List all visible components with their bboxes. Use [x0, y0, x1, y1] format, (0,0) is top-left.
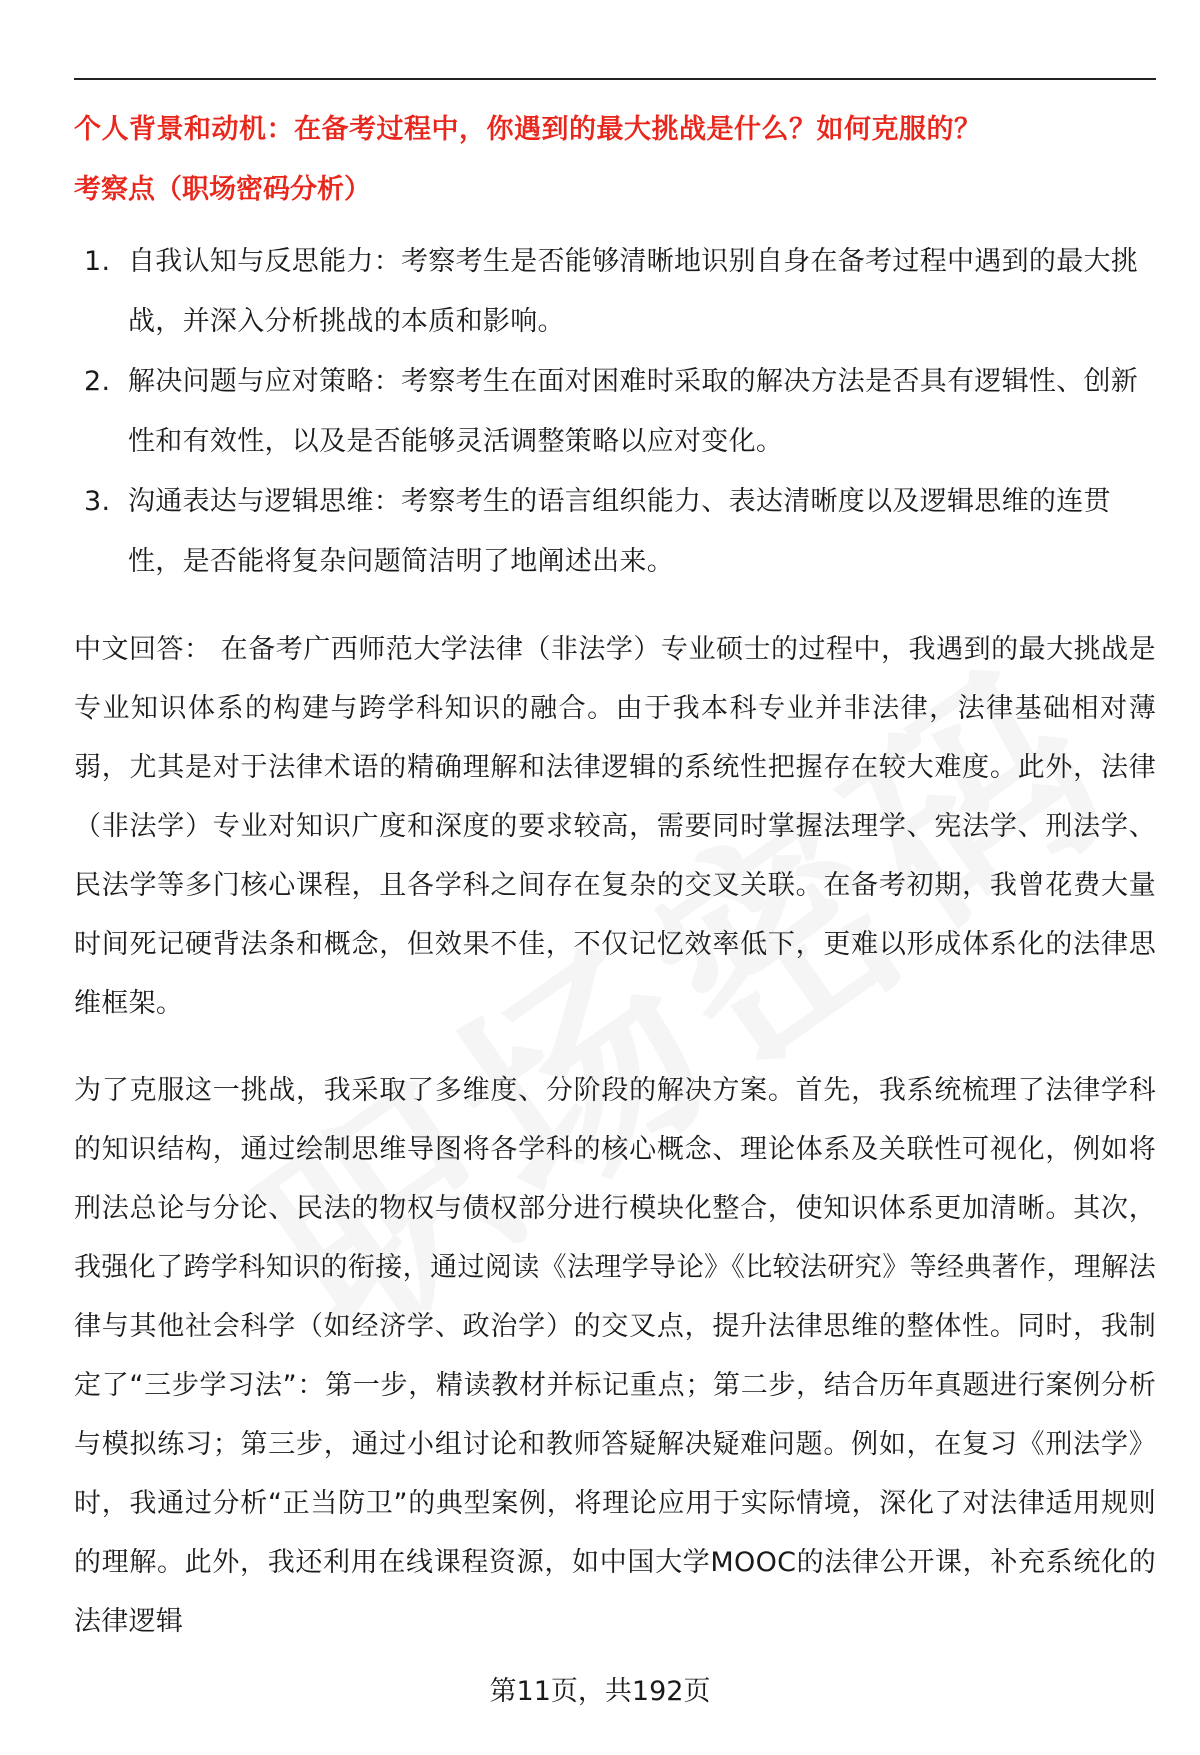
- list-item-number: 2.: [84, 366, 111, 397]
- question-heading: 个人背景和动机：在备考过程中，你遇到的最大挑战是什么？如何克服的？: [74, 114, 982, 145]
- page-number-footer: 第11页，共192页: [489, 1676, 711, 1707]
- list-item-text: 自我认知与反思能力：考察考生是否能够清晰地识别自身在备考过程中遇到的最大挑战，并深入分析挑战的本质和影响。: [128, 246, 1139, 337]
- top-divider: [74, 78, 1156, 80]
- list-item-text: 沟通表达与逻辑思维：考察考生的语言组织能力、表达清晰度以及逻辑思维的连贯性，是否能将复杂问题简洁明了地阐述出来。: [128, 486, 1111, 577]
- assessment-points-list: [74, 232, 1156, 592]
- list-item-number: 3.: [84, 486, 111, 517]
- answer-paragraph-2: 为了克服这一挑战，我采取了多维度、分阶段的解决方案。首先，我系统梳理了法律学科的知识结构，通过绘制思维导图将各学科的核心概念、理论体系及关联性可视化，例如将刑法总论与分论、民法的物权与债权部分进行模块化整合，使知识体系更加清晰。其次，我强化了跨学科知识的衔接，通过阅读《法理学导论》《比较法研究》等经典著作，理解法律与其他社会科学（如经济学、政治学）的交叉点，提升法律思维的整体性。同时，我制定了“三步学习法”：第一步，精读教材并标记重点；第二步，结合历年真题进行案例分析与模拟练习；第三步，通过小组讨论和教师答疑解决疑难问题。例如，在复习《刑法学》时，我通过分析“正当防卫”的典型案例，将理论应用于实际情境，深化了对法律适用规则的理解。此外，我还利用在线课程资源，如中国大学MOOC的法律公开课，补充系统化的法律逻辑: [74, 1075, 1156, 1637]
- list-item-number: 1.: [84, 246, 111, 277]
- answer-paragraph-1: 中文回答： 在备考广西师范大学法律（非法学）专业硕士的过程中，我遇到的最大挑战是专业知识体系的构建与跨学科知识的融合。由于我本科专业并非法律，法律基础相对薄弱，尤其是对于法律术语的精确理解和法律逻辑的系统性把握存在较大难度。此外，法律（非法学）专业对知识广度和深度的要求较高，需要同时掌握法理学、宪法学、刑法学、民法学等多门核心课程，且各学科之间存在复杂的交叉关联。在备考初期，我曾花费大量时间死记硬背法条和概念，但效果不佳，不仅记忆效率低下，更难以形成体系化的法律思维框架。: [74, 634, 1156, 1019]
- content-area: [74, 100, 1156, 1651]
- list-item: [74, 352, 1156, 472]
- list-item: [74, 232, 1156, 352]
- list-item-text: 解决问题与应对策略：考察考生在面对困难时采取的解决方法是否具有逻辑性、创新性和有效性，以及是否能够灵活调整策略以应对变化。: [128, 366, 1139, 457]
- list-item: [74, 472, 1156, 592]
- section-title: 考察点（职场密码分析）: [74, 174, 371, 205]
